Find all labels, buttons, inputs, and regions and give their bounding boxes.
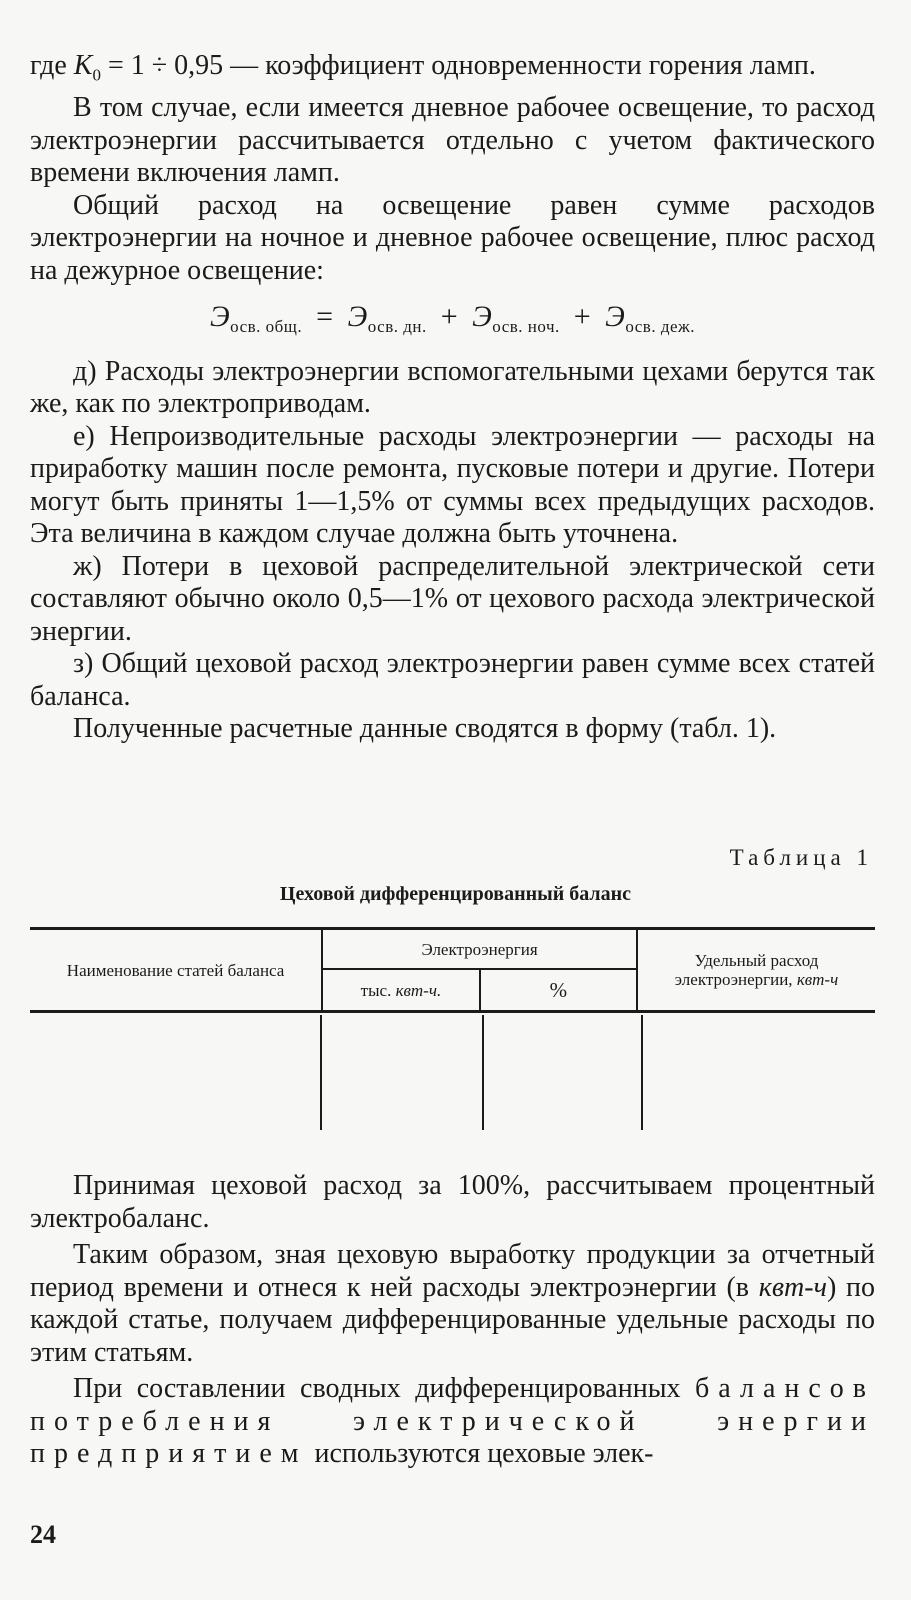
formula-plus: + bbox=[573, 300, 592, 334]
spaced-emphasis: балансов потребления электрической энергии предприятием bbox=[30, 1373, 875, 1469]
table-divider bbox=[641, 1015, 643, 1130]
paragraph-zh: ж) Потери в цеховой распределительной электрической сети составляют обычно около 0,5—1% от цехового расхода электрической энергии. bbox=[30, 550, 875, 647]
body-text-top bbox=[30, 50, 875, 746]
text-fragment: Таким образом, зная цеховую выработку продукции за отчетный период времени и отнеся к ней расходы электроэнергии (в bbox=[30, 1239, 875, 1303]
paragraph-e: е) Непроизводительные расходы электроэнергии — расходы на приработку машин после ремонта, пусковые потери и другие. Потери могут быть приняты 1—1,5% от суммы всех предыдущих расходов. Эта величина в каждом случае должна быть уточнена. bbox=[30, 420, 875, 550]
table-divider bbox=[320, 1015, 322, 1130]
formula-equals: = bbox=[316, 300, 334, 334]
paragraph-d: д) Расходы электроэнергии вспомогательными цехами берутся так же, как по электроприводам. bbox=[30, 355, 875, 420]
formula-subscript: осв. деж. bbox=[625, 317, 696, 337]
paragraph-z: з) Общий цеховой расход электроэнергии равен сумме всех статей баланса. bbox=[30, 648, 875, 712]
paragraph-k0 bbox=[30, 50, 875, 92]
body-text-bottom bbox=[30, 1170, 875, 1471]
paragraph-day-lighting: В том случае, если имеется дневное рабочее освещение, то расход электроэнергии рассчитывается отдельно с учетом фактического времени включения ламп. bbox=[30, 92, 875, 189]
formula-subscript: осв. общ. bbox=[230, 317, 303, 337]
text-fragment: где bbox=[30, 50, 74, 81]
text-fragment: используются цеховые элек- bbox=[307, 1438, 654, 1469]
formula-plus: + bbox=[440, 300, 459, 334]
paragraph-percent-balance: Принимая цеховой расход за 100%, рассчитываем процентный электробаланс. bbox=[30, 1170, 875, 1234]
formula-subscript: осв. дн. bbox=[367, 317, 427, 337]
paragraph-total-lighting: Общий расход на освещение равен сумме расходов электроэнергии на ночное и дневное рабочее освещение, плюс расход на дежурное освещение: bbox=[30, 189, 875, 286]
col-header-kwh bbox=[322, 969, 480, 1012]
paragraph-specific-consumption bbox=[30, 1239, 875, 1369]
col-header-specific bbox=[637, 929, 875, 1012]
specific-label: Удельный расход электроэнергии, bbox=[674, 951, 819, 989]
text-fragment: = 1 ÷ 0,95 — коэффициент одновременности горения ламп. bbox=[100, 50, 816, 81]
formula-symbol: Э bbox=[605, 300, 626, 334]
formula-symbol: Э bbox=[472, 300, 493, 334]
k0-symbol bbox=[73, 50, 101, 85]
page-number: 24 bbox=[30, 1520, 56, 1549]
balance-table-header bbox=[30, 927, 875, 1013]
formula-lighting-total bbox=[30, 301, 875, 344]
k-letter: K bbox=[73, 50, 93, 81]
k-subscript: 0 bbox=[92, 65, 101, 85]
formula-symbol: Э bbox=[209, 300, 231, 334]
paragraph-summary-balances bbox=[30, 1373, 875, 1471]
formula-subscript: осв. ноч. bbox=[492, 317, 560, 337]
table-divider bbox=[482, 1015, 484, 1130]
col-header-percent: % bbox=[549, 977, 568, 1002]
text-fragment: При составлении сводных дифференцированных bbox=[73, 1373, 696, 1404]
kwh-unit: квт-ч. bbox=[395, 980, 442, 1000]
text-fragment: ) по каждой статье, получаем дифференцированные удельные расходы по этим статьям. bbox=[30, 1271, 875, 1368]
table-label: Таблица 1 bbox=[729, 845, 873, 870]
specific-unit: квт-ч bbox=[796, 970, 839, 989]
unit-kwh: квт-ч bbox=[758, 1271, 827, 1303]
formula-symbol: Э bbox=[347, 300, 368, 334]
table-title: Цеховой дифференцированный баланс bbox=[279, 883, 632, 905]
col-header-items: Наименование статей баланса bbox=[30, 929, 322, 1012]
col-header-energy: Электроэнергия bbox=[322, 929, 637, 970]
balance-table-body bbox=[30, 1015, 875, 1130]
paragraph-table-ref: Полученные расчетные данные сводятся в форму (табл. 1). bbox=[73, 713, 777, 745]
kwh-prefix: тыс. bbox=[360, 980, 396, 1000]
